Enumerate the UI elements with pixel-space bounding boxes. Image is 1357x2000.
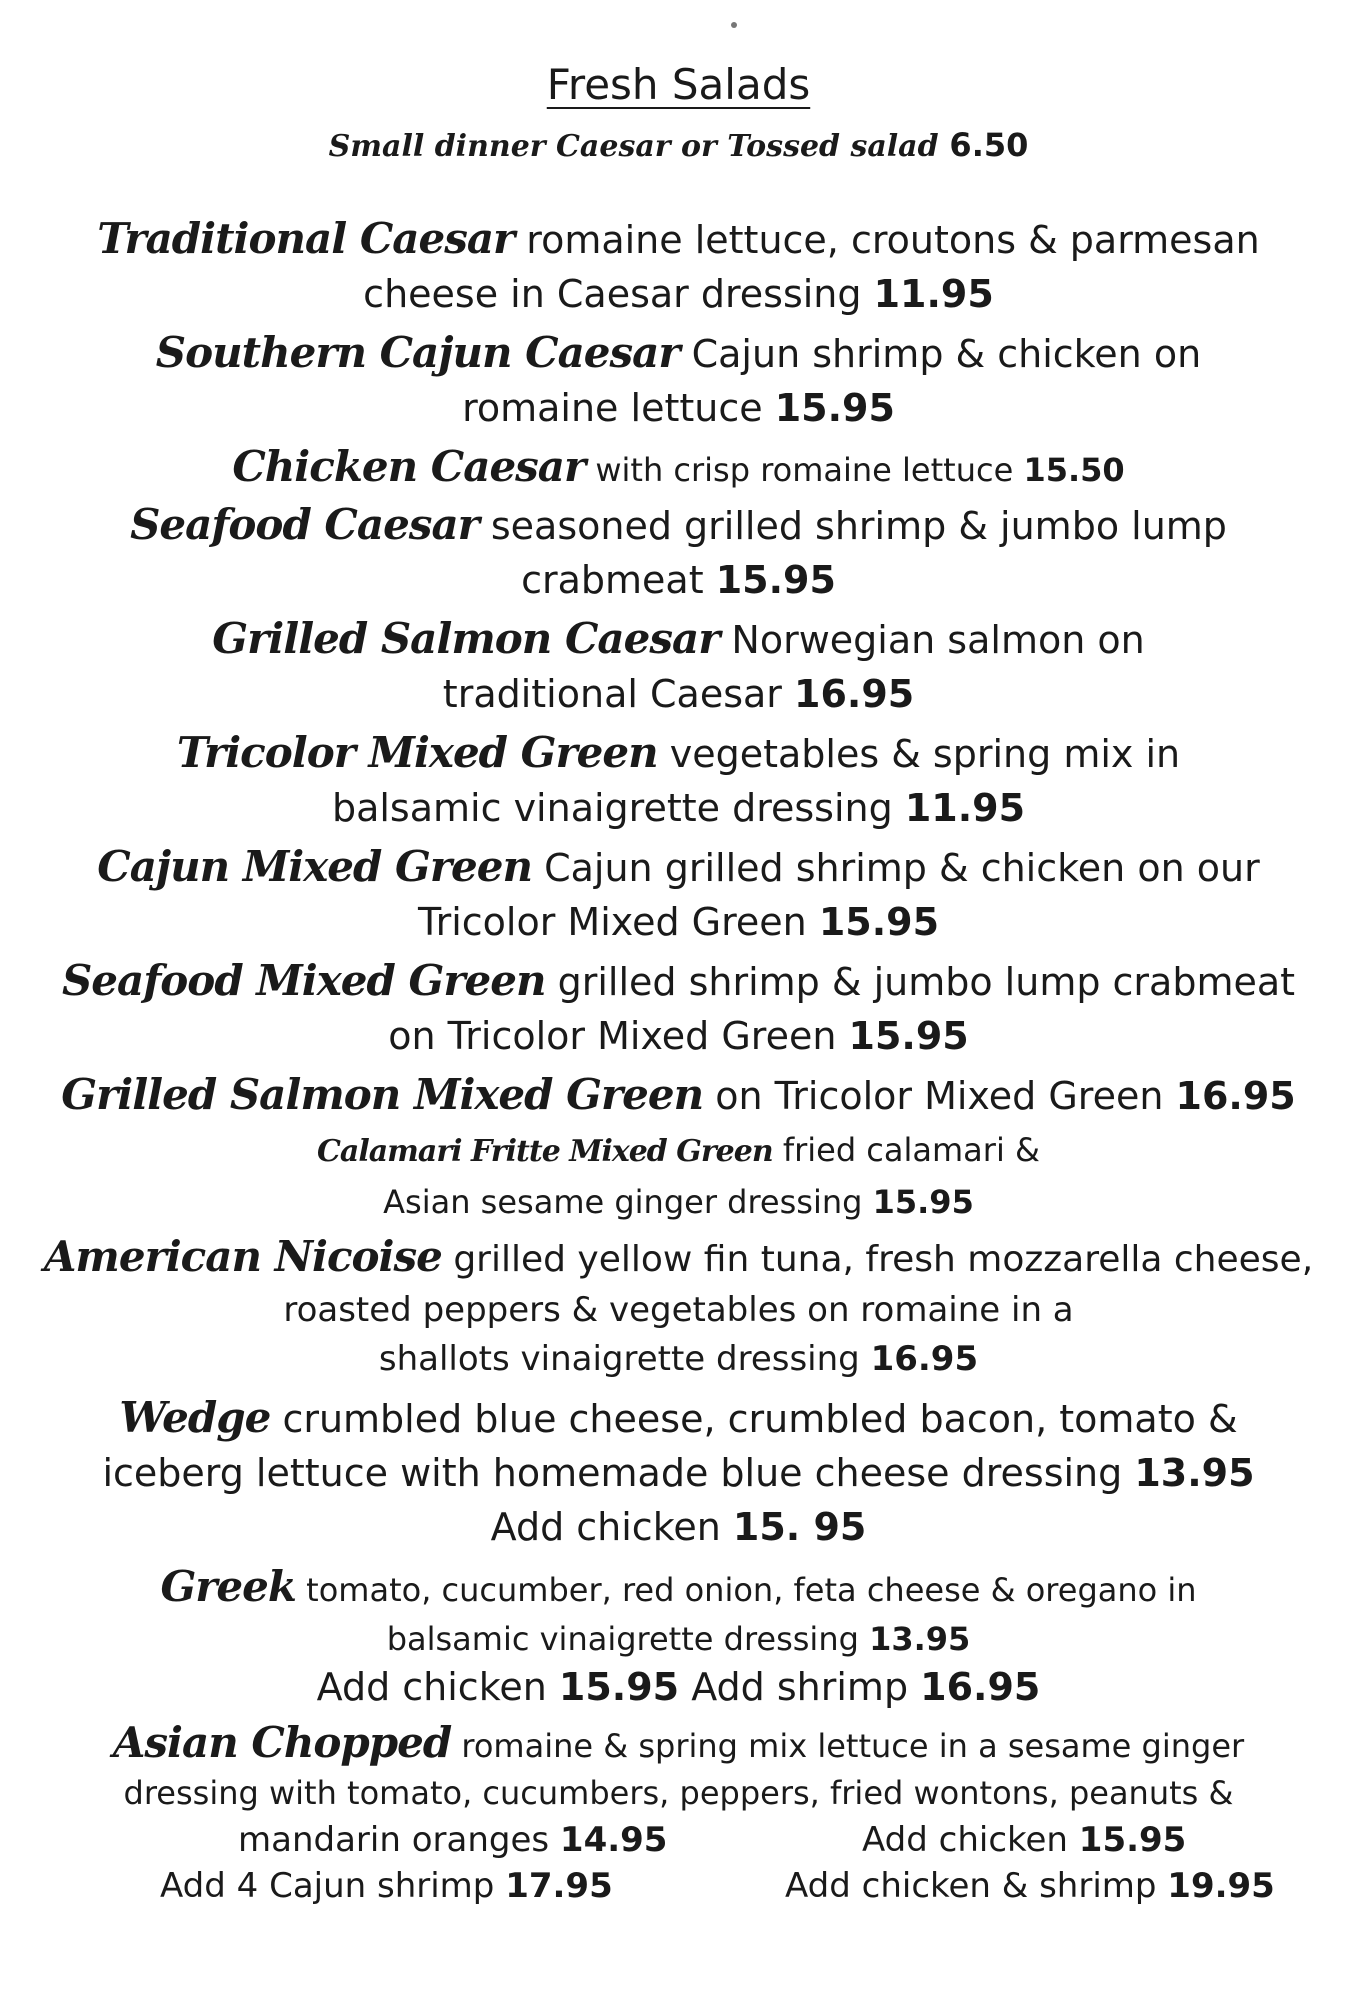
small-salad-line: Small dinner Caesar or Tossed salad 6.50 [328,126,1029,164]
item-addon-left: Add 4 Cajun shrimp 17.95 [160,1866,613,1906]
item-desc-left: mandarin oranges 14.95 [238,1820,668,1860]
item-desc-line: Tricolor Mixed Green 15.95 [417,900,940,944]
item-addon-line: Add chicken 15. 95 [490,1505,867,1549]
item-desc-line: iceberg lettuce with homemade blue cheese dressing 13.95 [102,1451,1255,1495]
item-desc-line: balsamic vinaigrette dressing 11.95 [331,786,1026,830]
item-desc-line: roasted peppers & vegetables on romaine in a [283,1290,1074,1330]
item-desc-line: shallots vinaigrette dressing 16.95 [378,1339,979,1379]
item-addon-right: Add chicken 15.95 [862,1820,1187,1860]
item-name-line: Asian Chopped romaine & spring mix lettuce in a sesame ginger [112,1718,1245,1767]
item-name-line: Wedge crumbled blue cheese, crumbled bacon, tomato & [119,1393,1238,1442]
item-name-line: Calamari Fritte Mixed Green fried calamari & [317,1131,1040,1169]
item-desc-line: dressing with tomato, cucumbers, peppers, fried wontons, peanuts & [123,1774,1234,1812]
item-name-line: Tricolor Mixed Green vegetables & spring mix in [176,728,1181,777]
item-desc-line: crabmeat 15.95 [521,558,836,602]
item-desc-line: romaine lettuce 15.95 [462,386,895,430]
item-desc-line: Asian sesame ginger dressing 15.95 [383,1183,974,1221]
item-name-line: Cajun Mixed Green Cajun grilled shrimp & chicken on our [97,842,1260,891]
speck-mark [731,22,737,28]
item-name-line: Greek tomato, cucumber, red onion, feta cheese & oregano in [160,1562,1197,1611]
page-title: Fresh Salads [546,60,811,109]
item-desc-line: balsamic vinaigrette dressing 13.95 [386,1620,971,1658]
item-name-line: Seafood Mixed Green grilled shrimp & jumbo lump crabmeat [61,956,1296,1005]
item-name-line: Grilled Salmon Caesar Norwegian salmon on [212,614,1145,663]
item-addon-line: Add chicken 15.95 Add shrimp 16.95 [316,1665,1041,1709]
item-name-line: Traditional Caesar romaine lettuce, croutons & parmesan [97,214,1260,263]
item-name-line: Chicken Caesar with crisp romaine lettuce 15.50 [232,442,1125,491]
item-name-line: Grilled Salmon Mixed Green on Tricolor Mixed Green 16.95 [61,1070,1296,1119]
item-name-line: American Nicoise grilled yellow fin tuna, fresh mozzarella cheese, [43,1232,1314,1281]
item-addon-right: Add chicken & shrimp 19.95 [785,1866,1275,1906]
item-desc-line: cheese in Caesar dressing 11.95 [363,272,994,316]
item-desc-line: traditional Caesar 16.95 [442,672,915,716]
item-name-line: Southern Cajun Caesar Cajun shrimp & chicken on [155,328,1202,377]
item-name-line: Seafood Caesar seasoned grilled shrimp & jumbo lump [130,500,1227,549]
item-desc-line: on Tricolor Mixed Green 15.95 [388,1014,969,1058]
